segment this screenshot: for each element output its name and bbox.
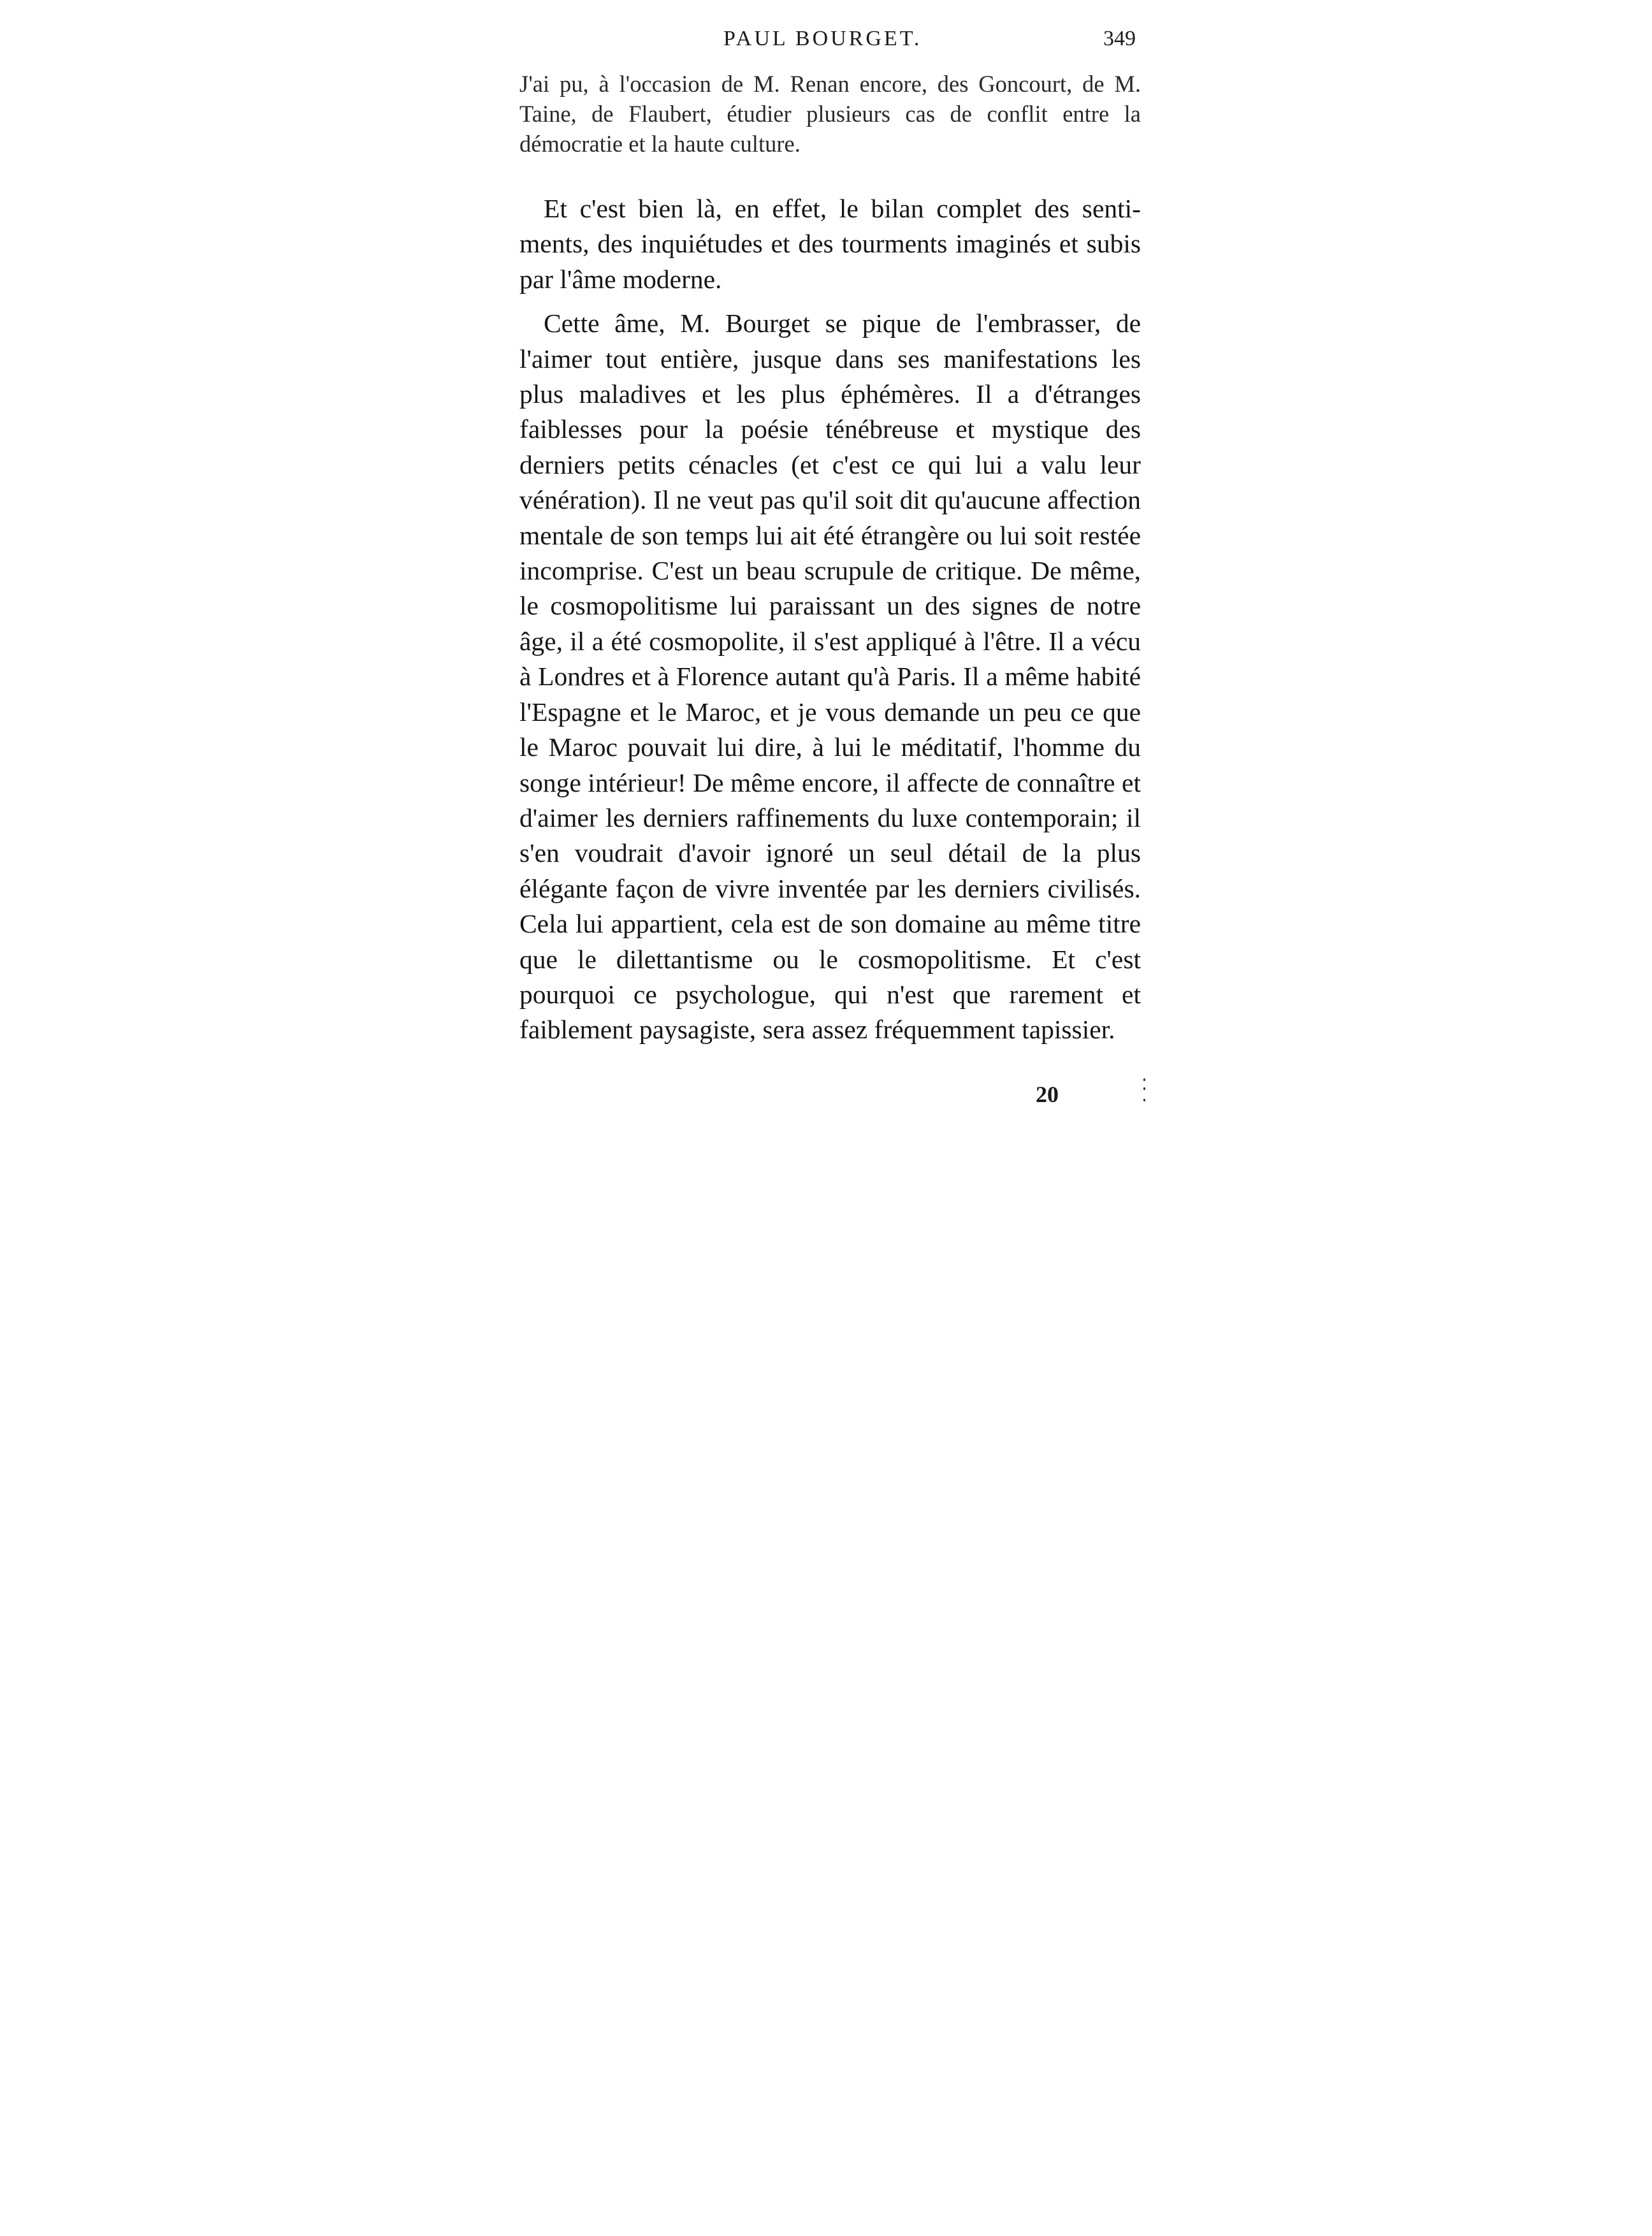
signature-mark: 20 [1036, 1082, 1059, 1107]
body-text [519, 191, 1141, 1048]
book-page [519, 19, 1141, 1135]
page-number: 349 [1103, 27, 1136, 50]
paragraph: Et c'est bien là, en effet, le bilan complet des sentiments, des inquiétudes et des tourments imaginés et subis par l'âme moderne. [519, 194, 1141, 294]
paragraph: Cette âme, M. Bourget se pique de l'embrasser, de l'aimer tout entière, jusque dans ses manifestations les plus maladives et les plus éphémères. Il a d'étranges faiblesses pour la poésie ténébreuse et mystique des derniers petits cénacles (et c'est ce qui lui a valu leur vénération). Il ne veut pas qu'il soit dit qu'aucune affection mentale de son temps lui ait été étrangère ou lui soit restée incomprise. C'est un beau scrupule de critique. De même, le cosmopolitisme lui paraissant un des signes de notre âge, il a été cosmopolite, il s'est appliqué à l'être. Il a vécu à Londres et à Florence autant qu'à Paris. Il a même habité l'Espagne et le Maroc, et je vous demande un peu ce que le Maroc pouvait lui dire, à lui le méditatif, l'homme du songe intérieur! De même encore, il affecte de connaître et d'aimer les derniers raffinements du luxe contemporain; il s'en voudrait d'avoir ignoré un seul détail de la plus élégante façon de vivre inventée par les derniers civilisés. Cela lui appartient, cela est de son domaine au même titre que le dilettantisme ou le cosmopolitisme. Et c'est pourquoi ce psychologue, qui n'est que rarement et faiblement paysagiste, sera assez fréquemment tapissier. [519, 309, 1141, 1045]
quotation-block: J'ai pu, à l'occasion de M. Renan encore, des Goncourt, de M. Taine, de Flaubert, étudier plusieurs cas de conflit entre la démocratie et la haute culture. [519, 71, 1141, 157]
running-head [519, 27, 1141, 65]
running-title: PAUL BOURGET. [723, 27, 922, 50]
margin-specks [1141, 1077, 1147, 1105]
